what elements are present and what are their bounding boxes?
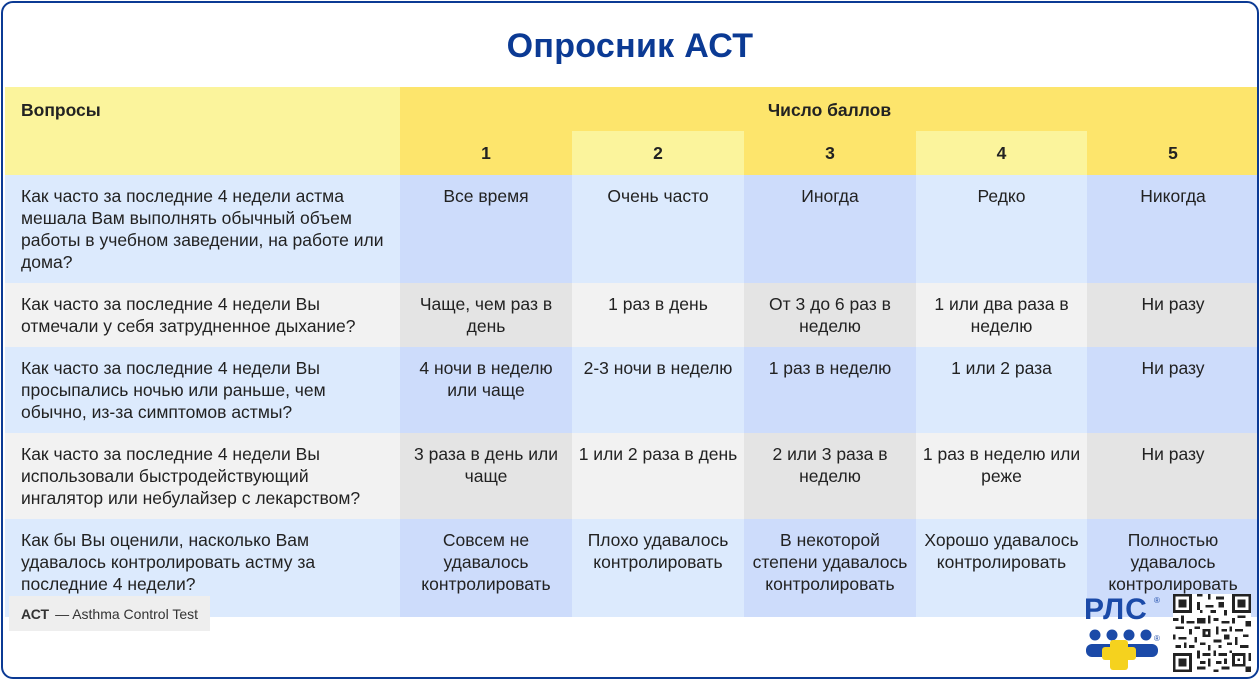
rls-logo-text: РЛС <box>1084 593 1148 626</box>
page-title: Опросник АСТ <box>506 26 754 65</box>
score-3: 3 <box>744 131 916 175</box>
registered-mark: ® <box>1154 596 1160 605</box>
answer-score-3: 2 или 3 раза в неделю <box>744 433 916 519</box>
answer-score-4: 1 или 2 раза <box>916 347 1087 433</box>
score-1: 1 <box>400 131 572 175</box>
answer-score-3: В некоторой степени удавалось контролировать <box>744 519 916 617</box>
rls-people-icon <box>1084 628 1162 670</box>
answer-score-5: Ни разу <box>1087 347 1259 433</box>
answer-score-4: Редко <box>916 175 1087 283</box>
answer-score-5: Полностью удавалось контролировать <box>1087 519 1259 617</box>
answer-score-4: Хорошо удавалось контролировать <box>916 519 1087 617</box>
answer-score-2: Очень часто <box>572 175 744 283</box>
question-row-2 <box>5 283 1259 347</box>
answer-score-5: Ни разу <box>1087 283 1259 347</box>
answer-score-4: 1 или два раза в неделю <box>916 283 1087 347</box>
score-4: 4 <box>916 131 1087 175</box>
questions-header: Вопросы <box>5 87 400 175</box>
question-row-4 <box>5 433 1259 519</box>
answer-score-2: 1 раз в день <box>572 283 744 347</box>
question-text: Как часто за последние 4 недели Вы использовали быстродействующий ингалятор или небулайзер с лекарством? <box>5 433 400 519</box>
answer-score-1: Все время <box>400 175 572 283</box>
answer-score-3: Иногда <box>744 175 916 283</box>
answer-score-4: 1 раз в неделю или реже <box>916 433 1087 519</box>
answer-score-2: Плохо удавалось контролировать <box>572 519 744 617</box>
answer-score-1: 3 раза в день или чаще <box>400 433 572 519</box>
footnote <box>9 596 210 631</box>
answer-score-1: Совсем не удавалось контролировать <box>400 519 572 617</box>
question-row-1 <box>5 175 1259 283</box>
answer-score-1: Чаще, чем раз в день <box>400 283 572 347</box>
answer-score-2: 1 или 2 раза в день <box>572 433 744 519</box>
question-text: Как часто за последние 4 недели Вы отмечали у себя затрудненное дыхание? <box>5 283 400 347</box>
answer-score-5: Ни разу <box>1087 433 1259 519</box>
score-header: Число баллов <box>400 87 1259 131</box>
score-2: 2 <box>572 131 744 175</box>
footnote-text: — Asthma Control Test <box>55 605 198 622</box>
act-questionnaire-table <box>5 87 1259 617</box>
qr-code-icon <box>1173 594 1251 672</box>
rls-logo <box>1084 594 1162 672</box>
answer-score-5: Никогда <box>1087 175 1259 283</box>
answer-score-3: 1 раз в неделю <box>744 347 916 433</box>
question-row-3 <box>5 347 1259 433</box>
question-text: Как часто за последние 4 недели Вы просыпались ночью или раньше, чем обычно, из-за симптомов астмы? <box>5 347 400 433</box>
registered-mark: ® <box>1154 634 1160 643</box>
answer-score-2: 2-3 ночи в неделю <box>572 347 744 433</box>
score-5: 5 <box>1087 131 1259 175</box>
footnote-abbreviation: АСТ <box>21 605 50 622</box>
question-text: Как бы Вы оценили, насколько Вам удавалось контролировать астму за последние 4 недели? <box>5 519 400 617</box>
infographic-frame <box>1 1 1259 679</box>
answer-score-3: От 3 до 6 раз в неделю <box>744 283 916 347</box>
answer-score-1: 4 ночи в неделю или чаще <box>400 347 572 433</box>
question-text: Как часто за последние 4 недели астма мешала Вам выполнять обычный объем работы в учебном заведении, на работе или дома? <box>5 175 400 283</box>
header-row <box>5 87 1259 131</box>
